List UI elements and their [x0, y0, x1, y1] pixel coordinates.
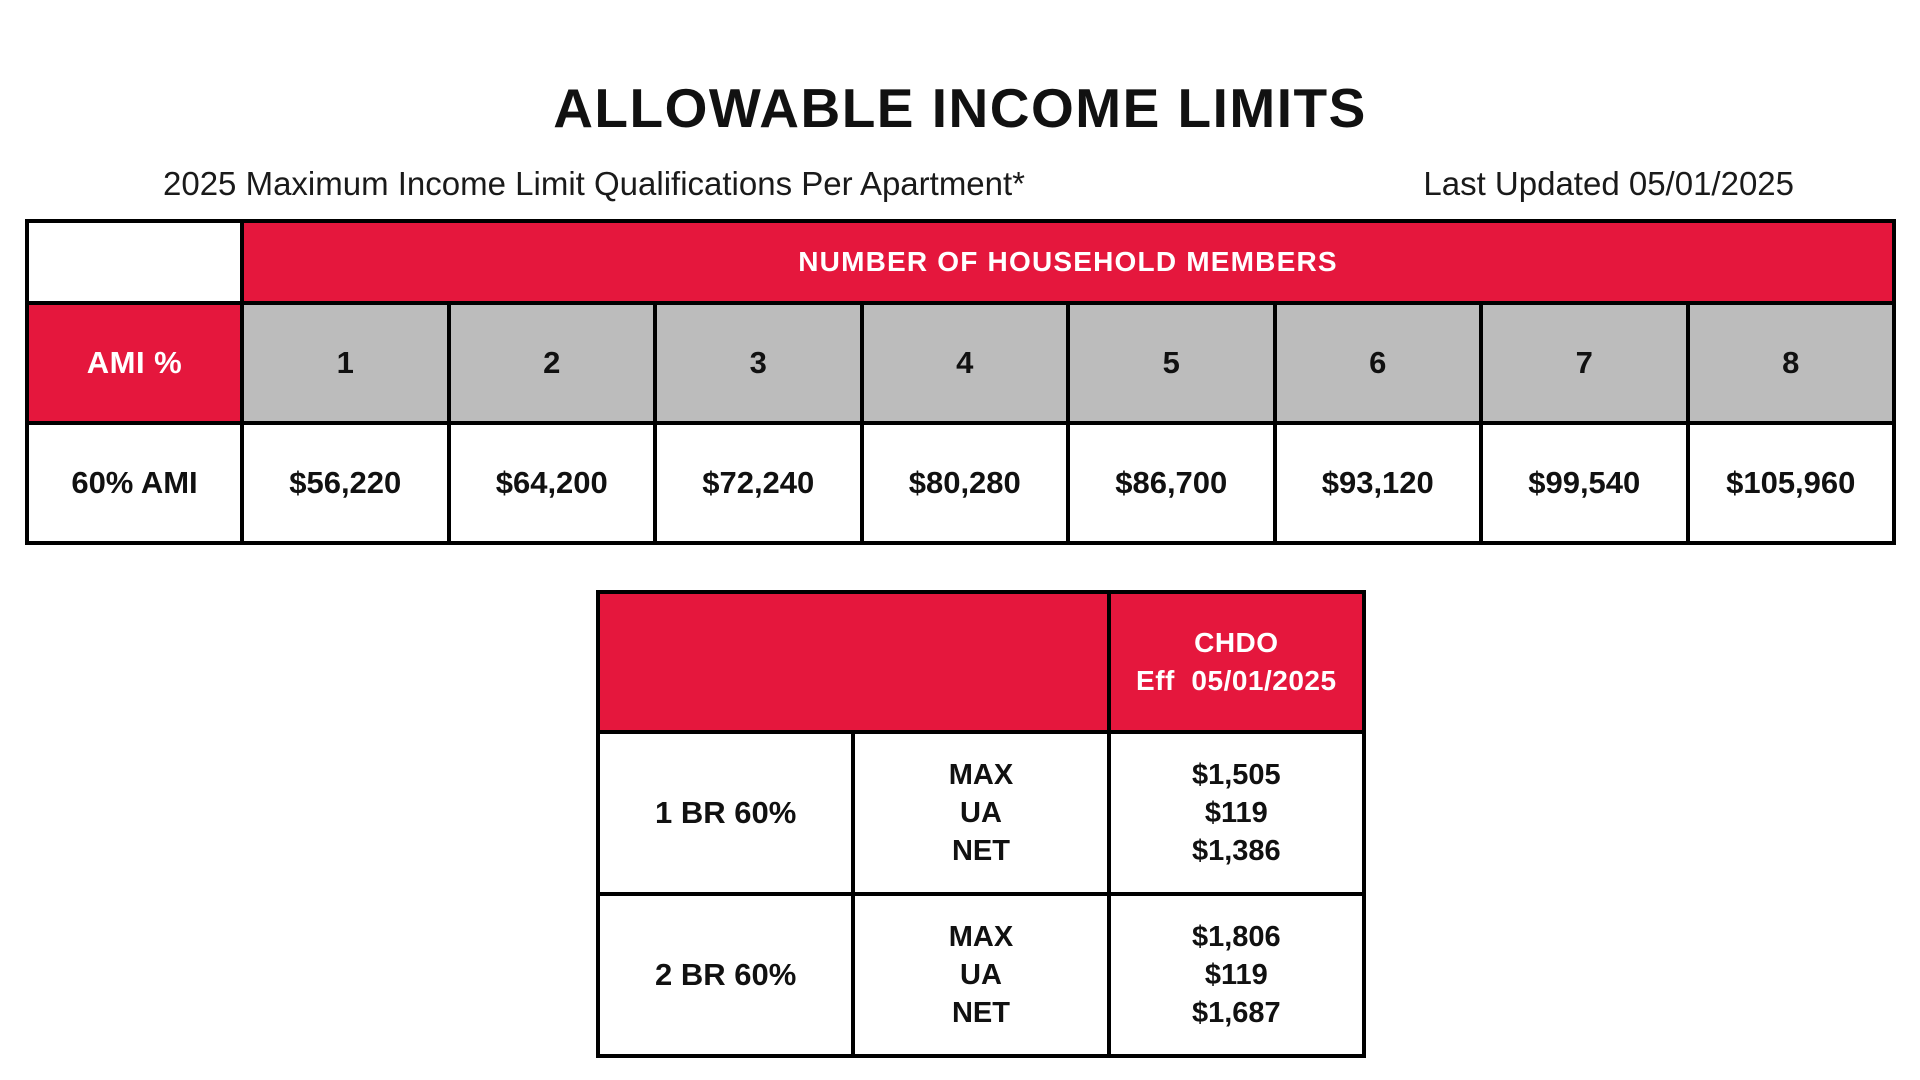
metric-net-label: NET	[951, 997, 1010, 1030]
last-updated: Last Updated 05/01/2025	[1423, 165, 1794, 202]
value-max-2br: $1,806	[1191, 920, 1281, 953]
metric-ua-label: UA	[960, 796, 1002, 829]
member-count-2: 2	[451, 305, 654, 421]
subtitle: 2025 Maximum Income Limit Qualifications Per Apartment*	[163, 165, 1026, 202]
subtitle-row	[163, 165, 1794, 203]
rent-values-1br	[1111, 734, 1362, 892]
row-label-60-ami: 60% AMI	[29, 425, 240, 541]
metric-net-label: NET	[951, 835, 1010, 868]
chdo-header-line2: Eff 05/01/2025	[1136, 665, 1337, 696]
member-count-1: 1	[244, 305, 447, 421]
rent-values-2br	[1111, 896, 1362, 1054]
income-value-3: $72,240	[657, 425, 860, 541]
income-value-1: $56,220	[244, 425, 447, 541]
income-value-2: $64,200	[451, 425, 654, 541]
chdo-rent-table	[596, 590, 1366, 1058]
member-count-7: 7	[1483, 305, 1686, 421]
metric-ua-label: UA	[960, 958, 1002, 991]
page-title: ALLOWABLE INCOME LIMITS	[553, 77, 1367, 139]
value-ua-2br: $119	[1204, 958, 1268, 991]
rent-metrics-1br	[855, 734, 1106, 892]
member-count-4: 4	[864, 305, 1067, 421]
corner-blank-cell	[29, 223, 240, 301]
value-net-1br: $1,386	[1191, 835, 1281, 868]
rent-metrics-2br	[855, 896, 1106, 1054]
member-count-3: 3	[657, 305, 860, 421]
chdo-header-line1: CHDO	[1194, 627, 1279, 659]
value-ua-1br: $119	[1204, 796, 1268, 829]
member-count-5: 5	[1070, 305, 1273, 421]
household-members-header: NUMBER OF HOUSEHOLD MEMBERS	[244, 223, 1892, 301]
rent-row-label-2br: 2 BR 60%	[600, 896, 851, 1054]
member-count-6: 6	[1277, 305, 1480, 421]
income-value-7: $99,540	[1483, 425, 1686, 541]
income-limits-table	[25, 219, 1896, 545]
income-value-6: $93,120	[1277, 425, 1480, 541]
value-max-1br: $1,505	[1191, 758, 1281, 791]
metric-max-label: MAX	[948, 758, 1014, 791]
income-value-4: $80,280	[864, 425, 1067, 541]
ami-percent-header: AMI %	[29, 305, 240, 421]
rent-table-blank-header-cell	[600, 594, 1107, 730]
value-net-2br: $1,687	[1191, 997, 1281, 1030]
income-value-5: $86,700	[1070, 425, 1273, 541]
metric-max-label: MAX	[948, 920, 1014, 953]
rent-row-label-1br: 1 BR 60%	[600, 734, 851, 892]
chdo-header-cell	[1111, 594, 1362, 730]
income-value-8: $105,960	[1690, 425, 1893, 541]
member-count-8: 8	[1690, 305, 1893, 421]
